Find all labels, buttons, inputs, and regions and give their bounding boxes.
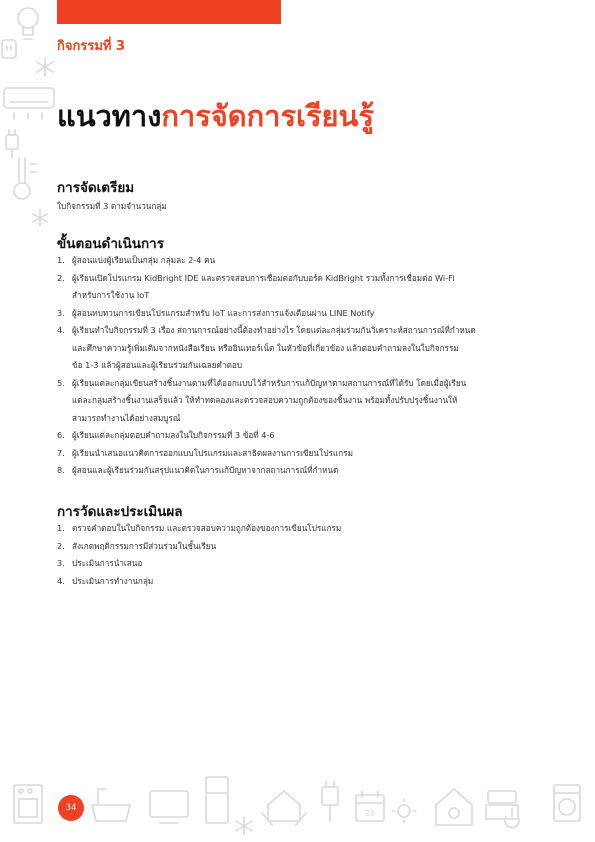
procedure-step-text: ข้อ 1-3 แล้วผู้สอนและผู้เรียนร่วมกันเฉลยคำตอบ — [72, 360, 243, 370]
procedure-step — [57, 270, 527, 305]
procedure-step-text: สามารถทำงานได้อย่างสมบูรณ์ — [72, 412, 181, 423]
procedure-step-number: 5. — [57, 377, 65, 388]
procedure-step — [57, 445, 527, 463]
procedure-step-text: ผู้เรียนเปิดโปรแกรม KidBright IDE และตรวจสอบการเชื่อมต่อกับบอร์ด KidBright รวมทั้งการเชื่อมต่อ Wi-Fi — [72, 272, 455, 283]
evaluation-item-text: ประเมินการนำเสนอ — [72, 558, 143, 568]
procedure-step — [57, 462, 527, 480]
bottom-decoration — [0, 765, 595, 842]
bed-icon — [486, 791, 518, 819]
procedure-step-text: แต่ละกลุ่มสร้างชิ้นงานเสร็จแล้ว ให้ทำทดลองและตรวจสอบความถูกต้องของชิ้นงาน พร้อมทั้งปรับปรุงชิ้นงานให้ — [72, 395, 458, 405]
procedure-step-number: 3. — [57, 307, 65, 318]
oven-icon — [14, 785, 42, 823]
sun-icon — [392, 799, 416, 823]
procedure-step — [57, 252, 527, 270]
activity-label: กิจกรรมที่ 3 — [57, 39, 126, 54]
procedure-step-number: 8. — [57, 465, 65, 475]
procedure-step-text: และศึกษาความรู้เพิ่มเติมจากหนังสือเรียน หรืออินเทอร์เน็ต ในหัวข้อที่เกี่ยวข้อง แล้วตอบคำถามลงในใบกิจกรรม — [72, 342, 459, 353]
procedure-step — [57, 375, 527, 428]
evaluation-item — [57, 538, 527, 556]
plug-icon — [6, 130, 18, 158]
bathtub-icon — [92, 789, 130, 821]
evaluation-item-number: 3. — [57, 558, 65, 568]
left-decoration — [0, 0, 60, 240]
procedure-step-text: ผู้เรียนแต่ละกลุ่มเขียนสร้างชิ้นงานตามที่ได้ออกแบบไว้สำหรับการแก้ปัญหาตามสถานการณ์ที่ได้รับ โดยเมื่อผู้เรียน — [72, 377, 467, 388]
air-conditioner-icon — [4, 88, 54, 119]
evaluation-item — [57, 520, 527, 538]
snowflake-icon — [33, 210, 47, 226]
tv-icon — [150, 791, 188, 823]
procedure-step-text: ผู้เรียนนำเสนอแนวคิดการออกแบบโปรแกรมและสาธิตผลงานการเขียนโปรแกรม — [72, 447, 353, 458]
lightbulb-icon — [18, 8, 38, 39]
procedure-step — [57, 322, 527, 375]
power-outlet-icon — [2, 40, 16, 58]
procedure-step-number: 2. — [57, 272, 65, 283]
preparation-heading: การจัดเตรียม — [57, 180, 135, 196]
procedure-step — [57, 427, 527, 445]
procedure-step-text: ผู้เรียนทำใบกิจกรรมที่ 3 เรื่อง สถานการณ์อย่างนี้ต้องทำอย่างไร โดยแต่ละกลุ่มร่วมกันวิเคราะห์สถานการณ์ที่กำหนด — [72, 325, 476, 335]
evaluation-list — [57, 520, 527, 590]
page-title-part2: การจัดการเรียนรู้ — [161, 99, 374, 133]
evaluation-item — [57, 555, 527, 573]
refrigerator-icon — [206, 777, 228, 823]
page-title — [57, 96, 374, 136]
hands-house-icon — [262, 791, 306, 825]
preparation-text: ใบกิจกรรมที่ 3 ตามจำนวนกลุ่ม — [57, 201, 167, 211]
evaluation-item — [57, 573, 527, 591]
procedure-step-text: สำหรับการใช้งาน IoT — [72, 290, 150, 300]
procedure-heading: ขั้นตอนดำเนินการ — [57, 236, 164, 252]
procedure-step — [57, 305, 527, 323]
procedure-list — [57, 252, 527, 480]
snowflake-icon — [37, 58, 53, 76]
evaluation-heading: การวัดและประเมินผล — [57, 504, 183, 520]
plug-icon — [322, 781, 338, 821]
procedure-step-number: 1. — [57, 255, 65, 265]
smart-home-icon — [436, 789, 472, 825]
evaluation-item-number: 4. — [57, 575, 65, 586]
evaluation-item-number: 2. — [57, 540, 65, 551]
procedure-step-text: ผู้สอนทบทวนการเขียนโปรแกรมสำหรับ IoT และการส่งการแจ้งเตือนผ่าน LINE Notify — [72, 307, 375, 318]
procedure-step-number: 7. — [57, 447, 65, 458]
calendar-icon — [356, 791, 384, 821]
procedure-step-text: ผู้สอนแบ่งผู้เรียนเป็นกลุ่ม กลุ่มละ 2-4 คน — [72, 255, 216, 265]
header-accent-bar — [57, 0, 281, 24]
svg-text:28: 28 — [364, 809, 376, 818]
procedure-step-text: ผู้สอนและผู้เรียนร่วมกันสรุปแนวคิดในการแก้ปัญหาจากสถานการณ์ที่กำหนด — [72, 465, 339, 475]
page-number: 34 — [58, 795, 84, 821]
page-title-part1: แนวทาง — [57, 99, 162, 133]
procedure-step-number: 4. — [57, 325, 65, 335]
evaluation-item-text: ตรวจคำตอบในใบกิจกรรม และตรวจสอบความถูกต้องของการเขียนโปรแกรม — [72, 523, 342, 533]
snowflake-icon — [236, 817, 252, 835]
procedure-step-number: 6. — [57, 430, 65, 440]
thermometer-icon — [14, 158, 36, 199]
washing-machine-icon — [554, 785, 580, 821]
evaluation-item-text: สังเกตพฤติกรรมการมีส่วนร่วมในชั้นเรียน — [72, 540, 217, 551]
procedure-step-text: ผู้เรียนแต่ละกลุ่มตอบคำถามลงในใบกิจกรรมที่ 3 ข้อที่ 4-6 — [72, 430, 275, 440]
evaluation-item-text: ประเมินการทำงานกลุ่ม — [72, 575, 154, 586]
evaluation-item-number: 1. — [57, 523, 65, 533]
